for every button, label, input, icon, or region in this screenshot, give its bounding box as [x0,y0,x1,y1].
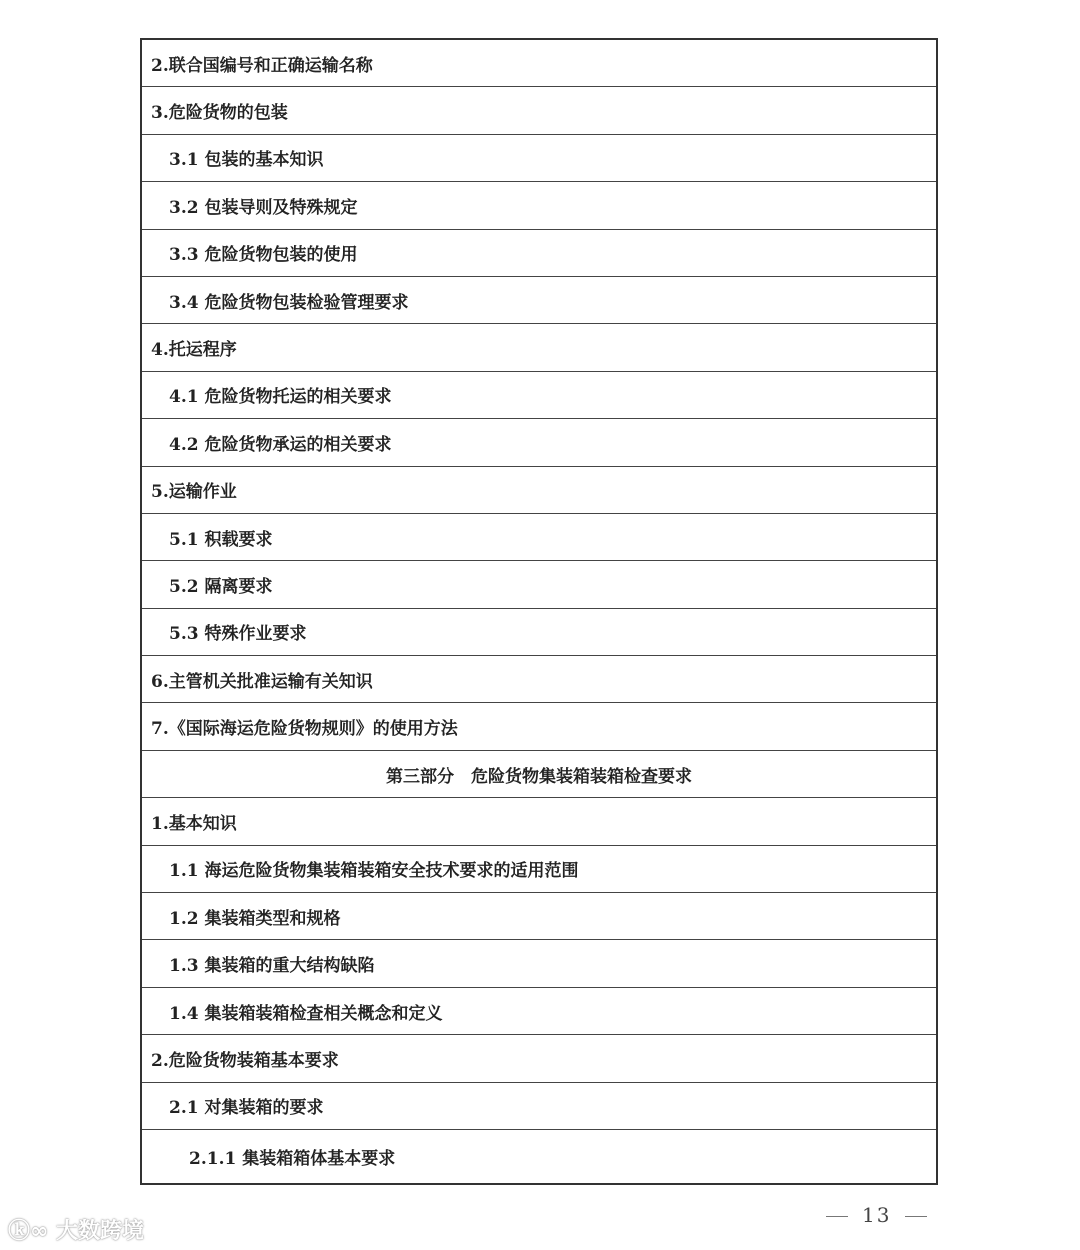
row-text: 3.危险货物的包装 [151,103,288,124]
table-row [142,514,936,561]
row-text: 6.主管机关批准运输有关知识 [151,671,373,692]
row-text: 5.运输作业 [151,482,237,503]
table-row [142,609,936,656]
table-row [142,846,936,893]
table-row [142,277,936,324]
page-number-text: 13 [862,1203,892,1227]
row-text: 4.托运程序 [151,340,237,361]
row-text: 1.3 集装箱的重大结构缺陷 [169,956,375,977]
row-text: 2.危险货物装箱基本要求 [151,1050,339,1071]
section-heading-row [142,751,936,798]
row-text: 2.1 对集装箱的要求 [169,1098,324,1119]
page-number [812,1203,941,1227]
table-row [142,40,936,87]
table-row [142,372,936,419]
table-row [142,87,936,134]
table-row [142,419,936,466]
row-text: 3.4 危险货物包装检验管理要求 [169,292,409,313]
table-row [142,230,936,277]
row-text: 2.1.1 集装箱箱体基本要求 [189,1148,396,1169]
table-row [142,182,936,229]
row-text: 1.4 集装箱装箱检查相关概念和定义 [169,1003,443,1024]
table-row [142,656,936,703]
table-row [142,1083,936,1130]
table-row [142,1035,936,1082]
table-row [142,798,936,845]
dash-right [905,1216,927,1217]
table-row [142,561,936,608]
table-row [142,135,936,182]
row-text: 4.1 危险货物托运的相关要求 [169,387,392,408]
row-text: 3.2 包装导则及特殊规定 [169,197,358,218]
row-text: 1.2 集装箱类型和规格 [169,908,341,929]
row-text: 3.3 危险货物包装的使用 [169,245,358,266]
row-text: 5.1 积载要求 [169,529,273,550]
table-row [142,1130,936,1183]
row-text: 4.2 危险货物承运的相关要求 [169,434,392,455]
dash-left [826,1216,848,1217]
table-row [142,988,936,1035]
row-text: 1.基本知识 [151,813,237,834]
row-text: 2.联合国编号和正确运输名称 [151,55,373,76]
row-text: 第三部分 危险货物集装箱装箱检查要求 [386,766,692,787]
table-row [142,324,936,371]
table-row [142,893,936,940]
table-row [142,467,936,514]
row-text: 5.2 隔离要求 [169,576,273,597]
row-text: 5.3 特殊作业要求 [169,624,307,645]
table-row [142,703,936,750]
row-text: 3.1 包装的基本知识 [169,150,324,171]
row-text: 1.1 海运危险货物集装箱装箱安全技术要求的适用范围 [169,861,579,882]
watermark-logo: ⓚ∞ 大数跨境 [8,1219,144,1244]
table-row [142,940,936,987]
row-text: 7.《国际海运危险货物规则》的使用方法 [151,719,458,740]
syllabus-table [140,38,938,1185]
